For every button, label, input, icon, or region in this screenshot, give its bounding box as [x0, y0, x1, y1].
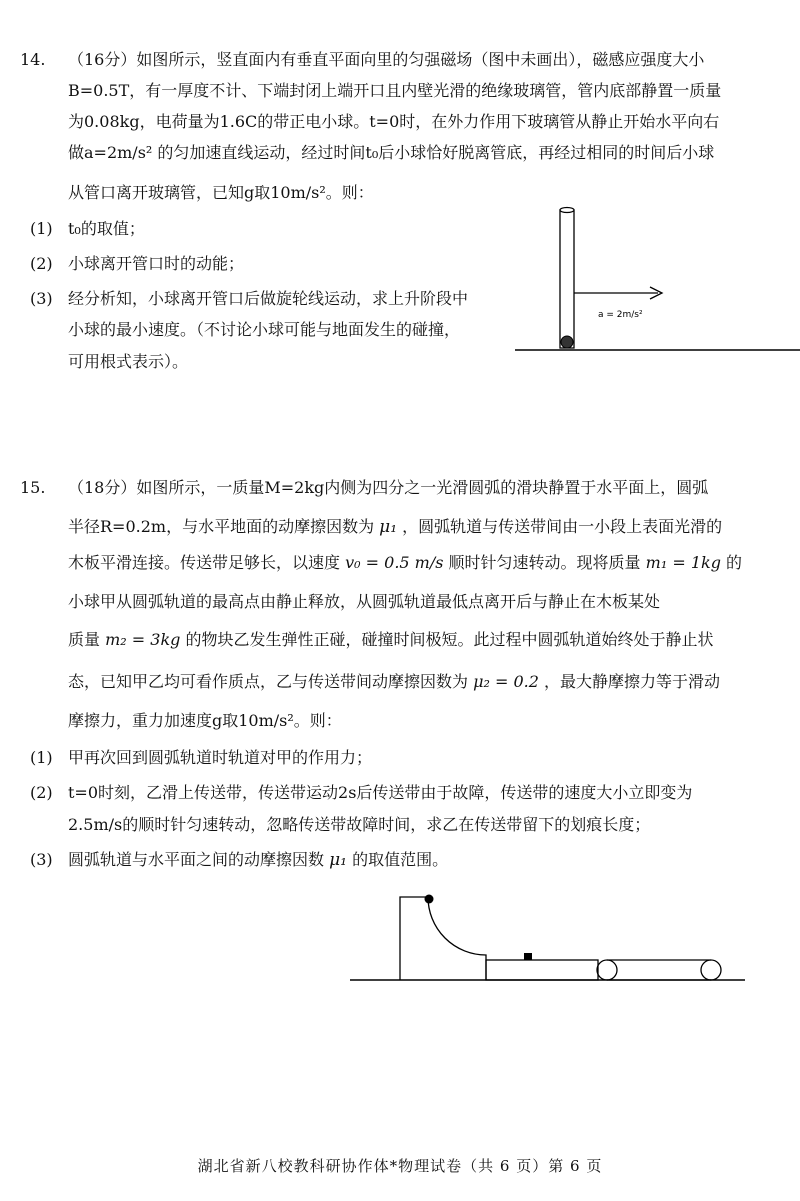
q14-line4: 做a=2m/s² 的匀加速直线运动，经过时间t₀后小球恰好脱离管底，再经过相同的时间后小球 — [68, 143, 715, 162]
q15-sub1-number: (1) — [30, 748, 53, 767]
q14-sub3-line3: 可用根式表示）。 — [68, 352, 189, 371]
q15-line5 — [68, 630, 714, 650]
q15-line5-b: 的物块乙发生弹性正碰，碰撞时间极短。此过程中圆弧轨道始终处于静止状 — [185, 630, 714, 649]
glass-tube — [560, 210, 574, 348]
q14-number: 14. — [20, 50, 46, 69]
q14-sub3-line1: 经分析知，小球离开管口后做旋轮线运动，求上升阶段中 — [68, 289, 469, 308]
q15-line3 — [68, 553, 742, 573]
q15-sub1-text: 甲再次回到圆弧轨道时轨道对甲的作用力； — [68, 748, 373, 767]
belt-right-wheel — [701, 960, 721, 980]
q15-mu1: μ₁ — [379, 517, 398, 537]
q15-line7: 摩擦力，重力加速度g取10m/s²。则： — [68, 711, 342, 730]
q14-sub3-line2: 小球的最小速度。（不讨论小球可能与地面发生的碰撞， — [68, 320, 461, 339]
q15-figure — [345, 885, 765, 985]
q15-mu2: μ₂ = 0.2 — [473, 672, 539, 691]
q14-sub2-number: (2) — [30, 254, 53, 273]
q15-line6-b: ，最大静摩擦力等于滑动 — [544, 672, 721, 691]
q14-figure — [510, 205, 800, 355]
q15-line1: （18分）如图所示，一质量M=2kg内侧为四分之一光滑圆弧的滑块静置于水平面上，圆弧 — [68, 478, 709, 497]
arc-slider — [400, 897, 486, 980]
q15-line2 — [68, 517, 722, 537]
q15-sub2-number: (2) — [30, 783, 53, 802]
tube-top-opening — [560, 208, 574, 213]
q15-sub2-line1: t=0时刻，乙滑上传送带，传送带运动2s后传送带由于故障，传送带的速度大小立即变为 — [68, 783, 693, 802]
page-footer: 湖北省新八校教科研协作体*物理试卷（共 6 页）第 6 页 — [197, 1157, 603, 1175]
q15-line4: 小球甲从圆弧轨道的最高点由静止释放，从圆弧轨道最低点离开后与静止在木板某处 — [68, 592, 661, 611]
q14-line3: 为0.08kg，电荷量为1.6C的带正电小球。t=0时，在外力作用下玻璃管从静止开始水平向右 — [68, 112, 720, 131]
q15-m2: m₂ = 3kg — [105, 630, 181, 649]
q15-line3-a: 木板平滑连接。传送带足够长，以速度 — [68, 553, 341, 572]
q15-line6-a: 态，已知甲乙均可看作质点，乙与传送带间动摩擦因数为 — [68, 672, 469, 691]
q15-number: 15. — [20, 478, 46, 497]
wooden-board — [486, 960, 598, 980]
acceleration-label: a = 2m/s² — [598, 310, 643, 320]
q15-sub3-text — [68, 850, 448, 870]
q15-sub2-line2: 2.5m/s的顺时针匀速转动，忽略传送带故障时间，求乙在传送带留下的划痕长度； — [68, 815, 651, 834]
q15-sub3-a: 圆弧轨道与水平面之间的动摩擦因数 — [68, 850, 325, 869]
q15-sub3-mu1: μ₁ — [329, 850, 347, 870]
charged-ball — [561, 336, 573, 348]
q15-line3-c: 的 — [726, 553, 743, 572]
q14-sub1-number: (1) — [30, 219, 53, 238]
q14-sub1-text: t₀的取值； — [68, 219, 145, 238]
q14-line5: 从管口离开玻璃管，已知g取10m/s²。则： — [68, 183, 374, 202]
q15-sub3-b: 的取值范围。 — [352, 850, 449, 869]
q14-sub2-text: 小球离开管口时的动能； — [68, 254, 245, 273]
q15-m1: m₁ = 1kg — [645, 553, 721, 572]
q14-line1: （16分）如图所示，竖直面内有垂直平面向里的匀强磁场（图中未画出），磁感应强度大小 — [68, 50, 705, 69]
q15-line2-b: ，圆弧轨道与传送带间由一小段上表面光滑的 — [402, 517, 723, 536]
q14-line2: B=0.5T，有一厚度不计、下端封闭上端开口且内壁光滑的绝缘玻璃管，管内底部静置一质量 — [68, 81, 722, 100]
q15-sub3-number: (3) — [30, 850, 53, 869]
q15-line2-a: 半径R=0.2m，与水平地面的动摩擦因数为 — [68, 517, 375, 536]
ball-jia — [425, 895, 434, 904]
q15-line3-b: 顺时针匀速转动。现将质量 — [448, 553, 641, 572]
q15-line5-a: 质量 — [68, 630, 101, 649]
q15-v0: v₀ = 0.5 m/s — [345, 553, 444, 572]
block-yi — [524, 953, 532, 960]
q15-line6 — [68, 672, 720, 692]
q14-sub3-number: (3) — [30, 289, 53, 308]
belt-left-wheel — [597, 960, 617, 980]
